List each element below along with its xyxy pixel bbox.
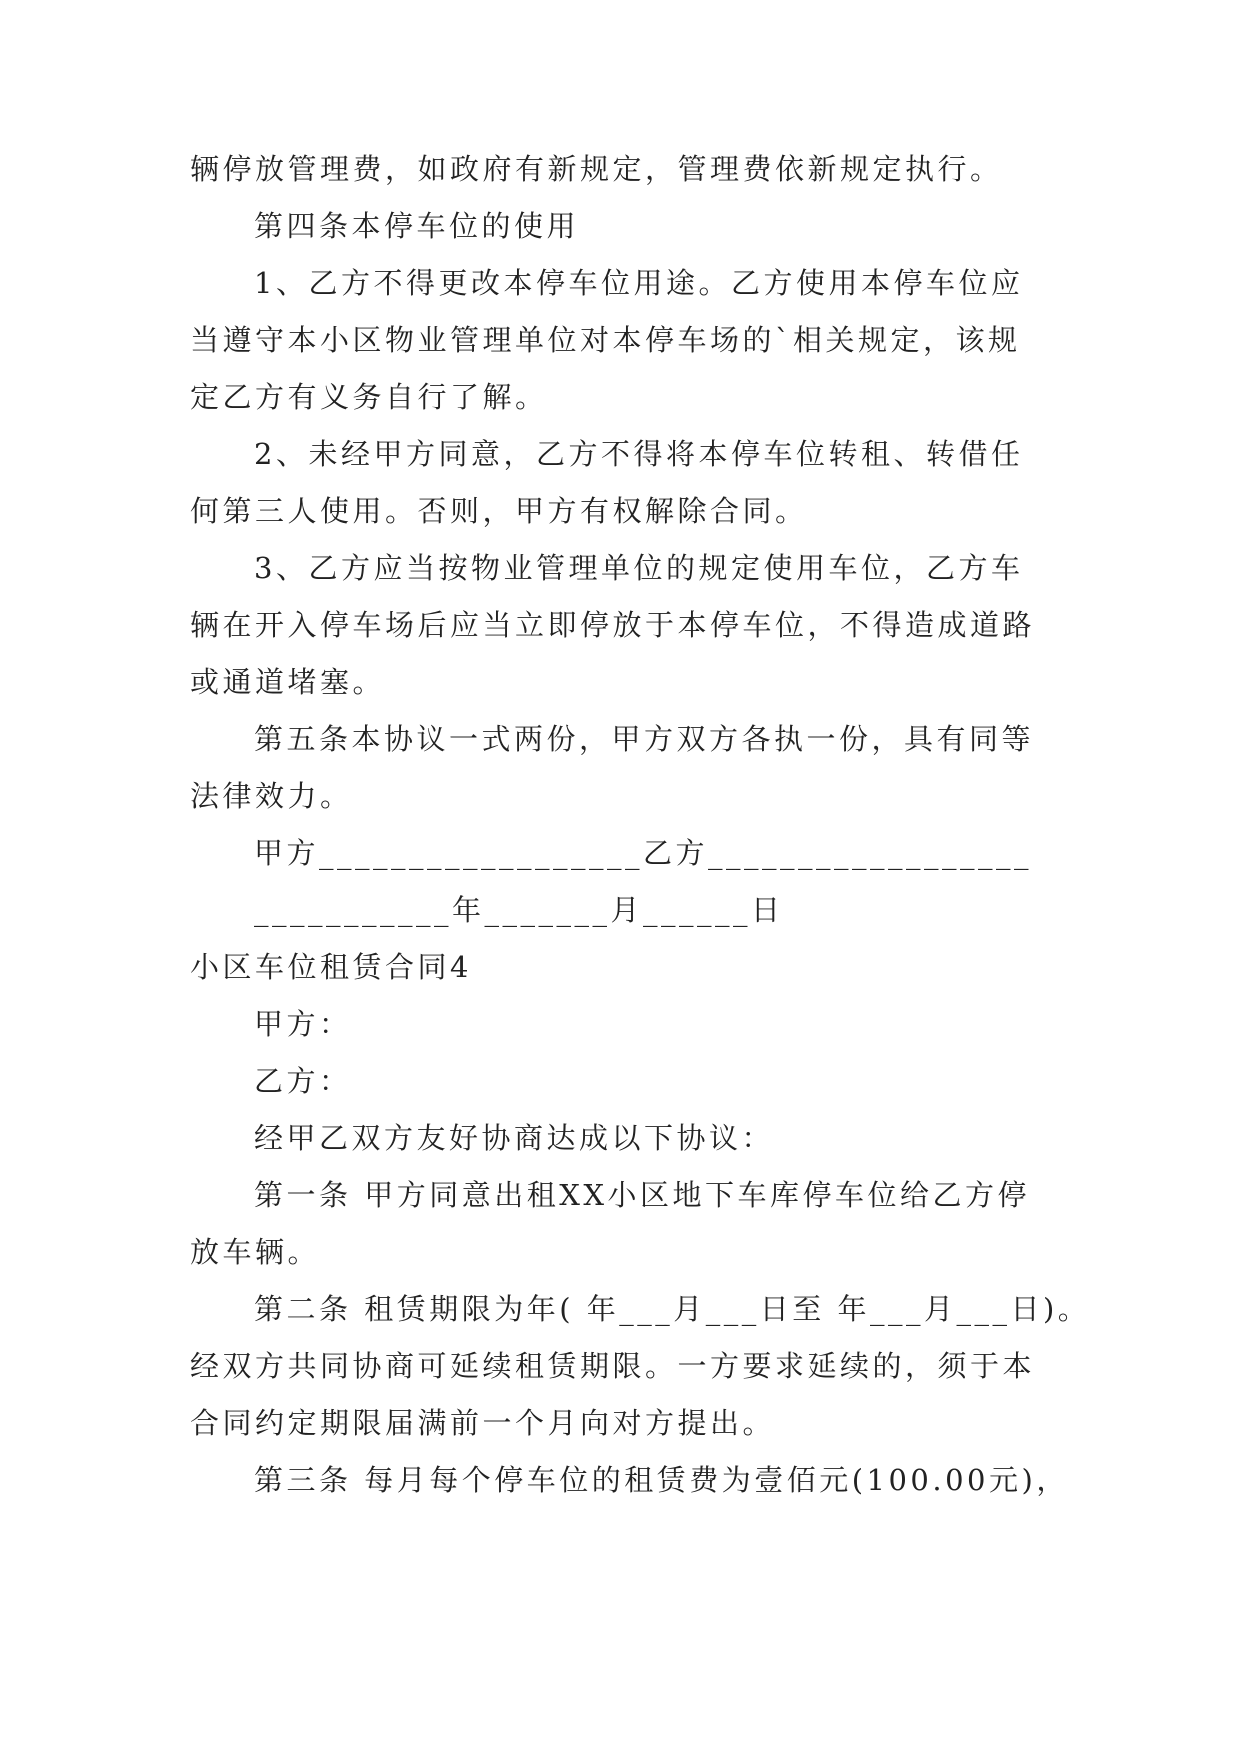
section-title: 小区车位租赁合同4 — [190, 950, 472, 984]
article-heading: 第五条本协议一式两份，甲方双方各执一份，具有同等 — [254, 722, 1035, 756]
party-b-label: 乙方： — [254, 1064, 352, 1098]
text-line: 放车辆。 — [190, 1235, 321, 1269]
date-line: ___________年_______月______日 — [254, 893, 784, 927]
text-line: 经双方共同协商可延续租赁期限。一方要求延续的，须于本 — [190, 1349, 1036, 1383]
text-line: 辆停放管理费，如政府有新规定，管理费依新规定执行。 — [190, 152, 1003, 186]
signature-line: 甲方__________________乙方__________________ — [254, 836, 1033, 870]
text-line: 2、未经甲方同意，乙方不得将本停车位转租、转借任 — [254, 437, 1024, 471]
text-line: 经甲乙双方友好协商达成以下协议： — [254, 1121, 775, 1155]
article-heading: 第四条本停车位的使用 — [254, 209, 580, 243]
text-line: 或通道堵塞。 — [190, 665, 386, 699]
article-heading: 第三条 每月每个停车位的租赁费为壹佰元(100.00元)， — [254, 1463, 1069, 1497]
article-heading: 第一条 甲方同意出租XX小区地下车库停车位给乙方停 — [254, 1178, 1031, 1212]
text-line: 何第三人使用。否则，甲方有权解除合同。 — [190, 494, 808, 528]
text-line: 3、乙方应当按物业管理单位的规定使用车位，乙方车 — [254, 551, 1024, 585]
article-heading: 第二条 租赁期限为年( 年___月___日至 年___月___日)。 — [254, 1292, 1091, 1326]
text-line: 1、乙方不得更改本停车位用途。乙方使用本停车位应 — [254, 266, 1024, 300]
text-line: 当遵守本小区物业管理单位对本停车场的`相关规定，该规 — [190, 323, 1021, 357]
text-line: 合同约定期限届满前一个月向对方提出。 — [190, 1406, 776, 1440]
party-a-label: 甲方： — [254, 1007, 352, 1041]
text-line: 定乙方有义务自行了解。 — [190, 380, 548, 414]
text-line: 法律效力。 — [190, 779, 353, 813]
text-line: 辆在开入停车场后应当立即停放于本停车位，不得造成道路 — [190, 608, 1036, 642]
